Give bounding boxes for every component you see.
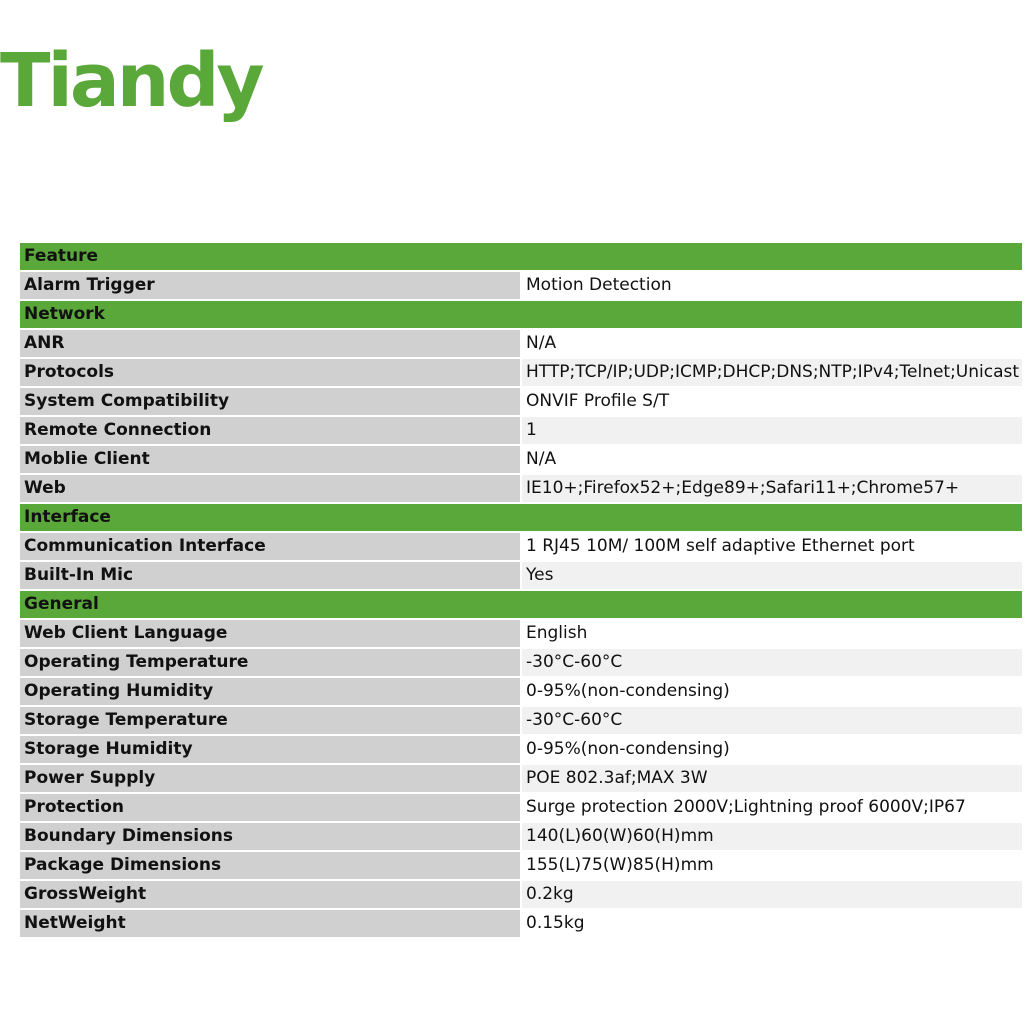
spec-label: Protection xyxy=(20,793,521,822)
spec-value: -30°C-60°C xyxy=(521,648,1022,677)
spec-value: Motion Detection xyxy=(521,271,1022,300)
spec-value: IE10+;Firefox52+;Edge89+;Safari11+;Chrome57+ xyxy=(521,474,1022,503)
spec-label: Operating Humidity xyxy=(20,677,521,706)
spec-row xyxy=(20,358,1022,387)
spec-row xyxy=(20,619,1022,648)
spec-value: 155(L)75(W)85(H)mm xyxy=(521,851,1022,880)
spec-label: Power Supply xyxy=(20,764,521,793)
spec-row xyxy=(20,329,1022,358)
spec-row xyxy=(20,561,1022,590)
spec-row xyxy=(20,793,1022,822)
section-title: Interface xyxy=(20,503,1022,532)
spec-row xyxy=(20,532,1022,561)
spec-value: POE 802.3af;MAX 3W xyxy=(521,764,1022,793)
spec-label: Operating Temperature xyxy=(20,648,521,677)
spec-row xyxy=(20,387,1022,416)
spec-label: Moblie Client xyxy=(20,445,521,474)
spec-value: -30°C-60°C xyxy=(521,706,1022,735)
brand-logo: Tiandy xyxy=(0,38,262,124)
spec-row xyxy=(20,416,1022,445)
spec-value: N/A xyxy=(521,445,1022,474)
spec-row xyxy=(20,474,1022,503)
spec-row xyxy=(20,677,1022,706)
spec-value: N/A xyxy=(521,329,1022,358)
spec-row xyxy=(20,271,1022,300)
spec-label: Web Client Language xyxy=(20,619,521,648)
spec-table xyxy=(20,243,1022,939)
spec-value: 1 xyxy=(521,416,1022,445)
spec-row xyxy=(20,445,1022,474)
spec-label: Web xyxy=(20,474,521,503)
spec-row xyxy=(20,851,1022,880)
spec-label: Storage Temperature xyxy=(20,706,521,735)
section-title: Network xyxy=(20,300,1022,329)
spec-value: English xyxy=(521,619,1022,648)
spec-label: Remote Connection xyxy=(20,416,521,445)
spec-label: GrossWeight xyxy=(20,880,521,909)
spec-value: Surge protection 2000V;Lightning proof 6000V;IP67 xyxy=(521,793,1022,822)
spec-label: ANR xyxy=(20,329,521,358)
spec-label: NetWeight xyxy=(20,909,521,938)
spec-label: Communication Interface xyxy=(20,532,521,561)
spec-label: Built-In Mic xyxy=(20,561,521,590)
section-header xyxy=(20,300,1022,329)
spec-row xyxy=(20,706,1022,735)
spec-value: 140(L)60(W)60(H)mm xyxy=(521,822,1022,851)
spec-value: HTTP;TCP/IP;UDP;ICMP;DHCP;DNS;NTP;IPv4;Telnet;Unicast xyxy=(521,358,1022,387)
spec-row xyxy=(20,822,1022,851)
section-title: Feature xyxy=(20,243,1022,271)
spec-label: System Compatibility xyxy=(20,387,521,416)
section-header xyxy=(20,503,1022,532)
spec-row xyxy=(20,764,1022,793)
spec-row xyxy=(20,909,1022,938)
spec-value: 0.15kg xyxy=(521,909,1022,938)
spec-value: Yes xyxy=(521,561,1022,590)
spec-value: 1 RJ45 10M/ 100M self adaptive Ethernet port xyxy=(521,532,1022,561)
spec-table-body xyxy=(20,243,1022,938)
spec-row xyxy=(20,880,1022,909)
spec-value: 0-95%(non-condensing) xyxy=(521,677,1022,706)
spec-label: Package Dimensions xyxy=(20,851,521,880)
spec-label: Alarm Trigger xyxy=(20,271,521,300)
spec-value: ONVIF Profile S/T xyxy=(521,387,1022,416)
spec-row xyxy=(20,735,1022,764)
spec-row xyxy=(20,648,1022,677)
section-header xyxy=(20,243,1022,271)
spec-label: Storage Humidity xyxy=(20,735,521,764)
section-title: General xyxy=(20,590,1022,619)
spec-label: Boundary Dimensions xyxy=(20,822,521,851)
spec-value: 0.2kg xyxy=(521,880,1022,909)
spec-label: Protocols xyxy=(20,358,521,387)
section-header xyxy=(20,590,1022,619)
spec-value: 0-95%(non-condensing) xyxy=(521,735,1022,764)
